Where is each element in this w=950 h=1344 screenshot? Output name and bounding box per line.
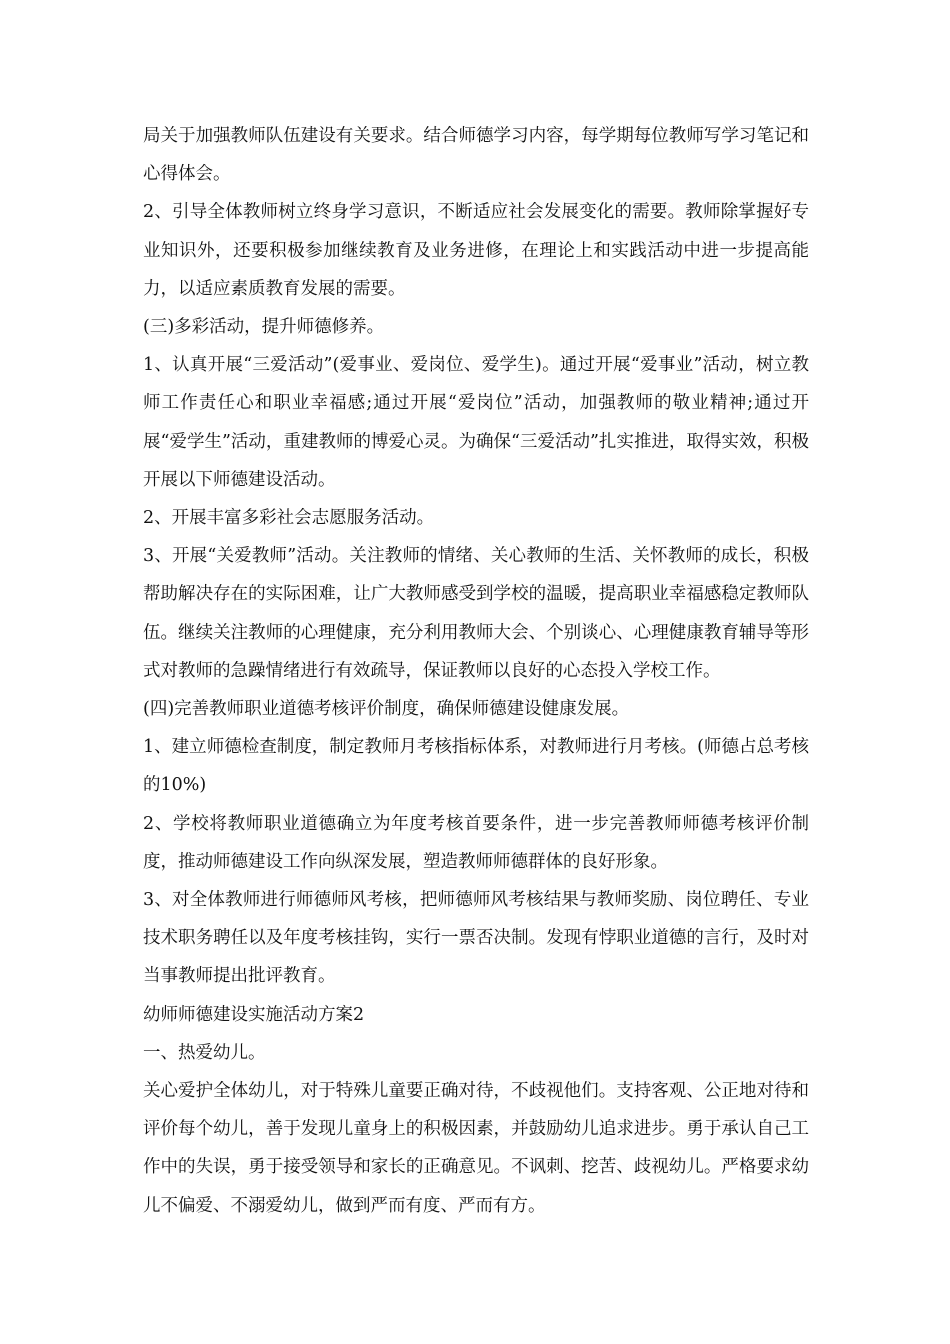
paragraph-5: 2、开展丰富多彩社会志愿服务活动。	[143, 508, 435, 529]
paragraph-2: 2、引导全体教师树立终身学习意识，不断适应社会发展变化的需要。教师除掌握好专业知识外，还要积极参加继续教育及业务进修，在理论上和实践活动中进一步提高能力，以适应素质教育发展的需要。	[143, 202, 809, 299]
paragraph-8: 1、建立师德检查制度，制定教师月考核指标体系，对教师进行月考核。(师德占总考核的10%)	[143, 737, 809, 796]
paragraph-9: 2、学校将教师职业道德确立为年度考核首要条件，进一步完善教师师德考核评价制度，推动师德建设工作向纵深发展，塑造教师师德群体的良好形象。	[143, 813, 809, 872]
paragraph-13: 关心爱护全体幼儿，对于特殊儿童要正确对待，不歧视他们。支持客观、公正地对待和评价每个幼儿，善于发现儿童身上的积极因素，并鼓励幼儿追求进步。勇于承认自己工作中的失误，勇于接受领导和家长的正确意见。不讽刺、挖苦、歧视幼儿。严格要求幼儿不偏爱、不溺爱幼儿，做到严而有度、严而有方。	[143, 1081, 809, 1216]
paragraph-1: 局关于加强教师队伍建设有关要求。结合师德学习内容，每学期每位教师写学习笔记和心得体会。	[143, 126, 809, 185]
section-heading-3: (三)多彩活动，提升师德修养。	[143, 317, 385, 338]
section-heading-love-children: 一、热爱幼儿。	[143, 1042, 266, 1063]
document-body	[143, 117, 809, 1225]
paragraph-6: 3、开展“关爱教师”活动。关注教师的情绪、关心教师的生活、关怀教师的成长，积极帮助解决存在的实际困难，让广大教师感受到学校的温暖，提高职业幸福感稳定教师队伍。继续关注教师的心理健康，充分利用教师大会、个别谈心、心理健康教育辅导等形式对教师的急躁情绪进行有效疏导，保证教师以良好的心态投入学校工作。	[143, 546, 809, 681]
paragraph-10: 3、对全体教师进行师德师风考核，把师德师风考核结果与教师奖励、岗位聘任、专业技术职务聘任以及年度考核挂钩，实行一票否决制。发现有悖职业道德的言行，及时对当事教师提出批评教育。	[143, 890, 809, 987]
document-title-2: 幼师师德建设实施活动方案2	[143, 1004, 365, 1025]
section-heading-4: (四)完善教师职业道德考核评价制度，确保师德建设健康发展。	[143, 699, 630, 720]
paragraph-4: 1、认真开展“三爱活动”(爱事业、爱岗位、爱学生)。通过开展“爱事业”活动，树立教师工作责任心和职业幸福感;通过开展“爱岗位”活动，加强教师的敬业精神;通过开展“爱学生”活动，重建教师的博爱心灵。为确保“三爱活动”扎实推进，取得实效，积极开展以下师德建设活动。	[143, 355, 809, 490]
